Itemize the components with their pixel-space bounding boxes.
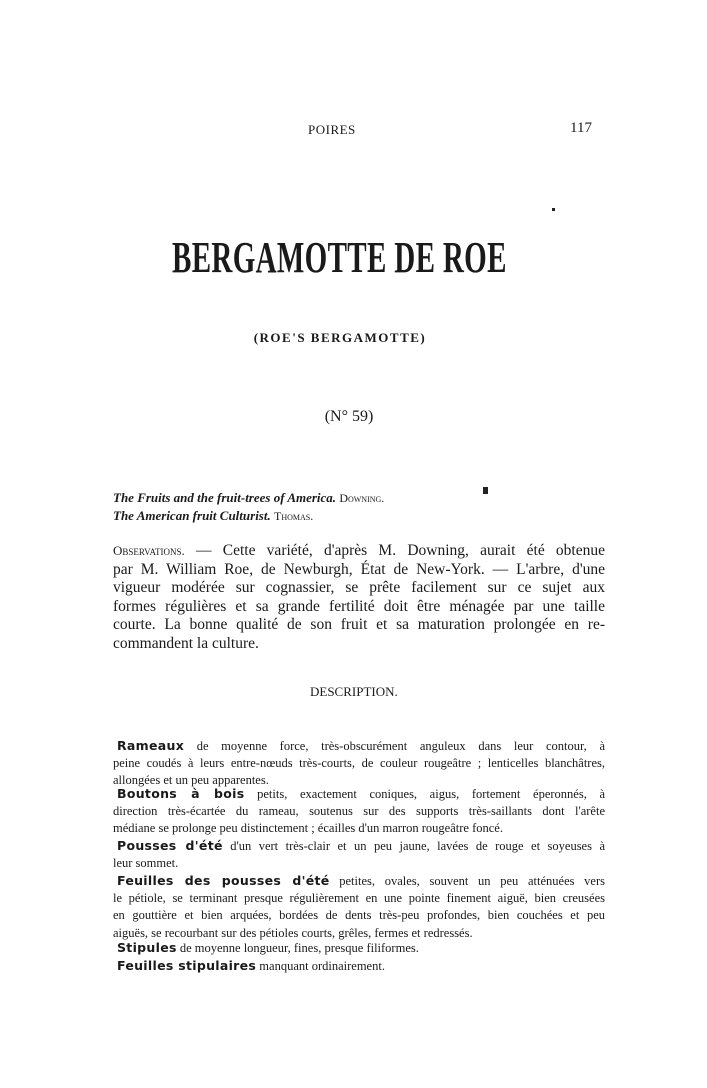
- description-entry-feuilles-stipulaires: [113, 958, 605, 976]
- entry-term: Pousses d'été: [117, 838, 223, 853]
- text-line: par M. William Roe, de Newburgh, État de New-York. — L'arbre, d'une: [113, 560, 605, 578]
- text-line: médiane se prolonge peu distinctement ; écailles d'un marron rougeâtre foncé.: [113, 821, 503, 835]
- entry-term: Stipules: [117, 940, 177, 955]
- page-number: 117: [570, 120, 592, 136]
- text-line: formes régulières et sa grande fertilité doit être ménagée par une taille: [113, 597, 605, 615]
- variety-number: (N° 59): [324, 408, 374, 425]
- text-line: vigueur modérée sur cognassier, se prête facilement sur ce sujet aux: [113, 579, 605, 596]
- entry-term: Feuilles stipulaires: [117, 958, 257, 973]
- description-entry-rameaux: [113, 738, 605, 791]
- text-line: direction très-écartée du rameau, soutenus sur des supports très-saillants dont l'arête: [113, 803, 605, 818]
- reference-work: The Fruits and the fruit-trees of America.: [113, 490, 337, 505]
- text-line: petites, ovales, souvent un peu atténuées vers: [329, 874, 606, 888]
- description-entry-pousses: [113, 838, 605, 873]
- text-line: en gouttière et bien arquées, bordées de dents très-peu profondes, bien couchées et peu: [113, 908, 605, 922]
- text-line: — Cette variété, d'après M. Downing, aurait été obtenue: [184, 542, 605, 559]
- reference-author: Downing.: [339, 491, 385, 505]
- observations-label: Observations.: [113, 543, 185, 558]
- reference-author: Thomas.: [273, 509, 314, 523]
- text-line: manquant ordinairement.: [256, 959, 385, 973]
- text-line: de moyenne longueur, fines, presque filiformes.: [176, 941, 419, 955]
- text-line: peine coudés à leurs entre-nœuds très-courts, de couleur rougeâtre ; lenticelles blanchâtres,: [113, 755, 605, 770]
- entry-term: Boutons à bois: [117, 786, 245, 801]
- text-line: de moyenne force, très-obscurément anguleux dans leur contour, à: [184, 739, 605, 753]
- description-entry-boutons: [113, 786, 605, 839]
- page-title: [172, 232, 512, 283]
- text-line: d'un vert très-clair et un peu jaune, lavées de rouge et soyeuses à: [222, 839, 605, 853]
- description-entry-feuilles: [113, 873, 605, 943]
- description-entry-stipules: [113, 940, 605, 958]
- observations-paragraph: [113, 542, 605, 653]
- reference-work: The American fruit Culturist.: [113, 508, 271, 523]
- text-line: commandent la culture.: [113, 634, 259, 652]
- entry-term: Rameaux: [117, 738, 185, 753]
- ink-speck: [483, 487, 488, 494]
- reference: [113, 508, 313, 524]
- text-line: aiguës, se recourbant sur des pétioles courts, grêles, fermes et redressés.: [113, 925, 473, 940]
- running-title: POIRES: [308, 122, 356, 137]
- reference: [113, 490, 384, 506]
- text-line: allongées et un peu apparentes.: [113, 773, 269, 787]
- description-heading: DESCRIPTION.: [310, 684, 398, 699]
- entry-term: Feuilles des pousses d'été: [117, 873, 330, 888]
- text-line: courte. La bonne qualité de son fruit et sa maturation prolongée en re-: [113, 616, 605, 633]
- text-line: le pétiole, se terminant presque régulièrement en une pointe finement aiguë, bien creusées: [113, 890, 605, 905]
- text-line: leur sommet.: [113, 855, 179, 870]
- ink-speck: [552, 208, 555, 211]
- subtitle: (ROE'S BERGAMOTTE): [253, 330, 427, 345]
- title-text: BERGAMOTTE DE ROE: [172, 233, 507, 282]
- text-line: petits, exactement coniques, aigus, fortement éperonnés, à: [244, 787, 605, 801]
